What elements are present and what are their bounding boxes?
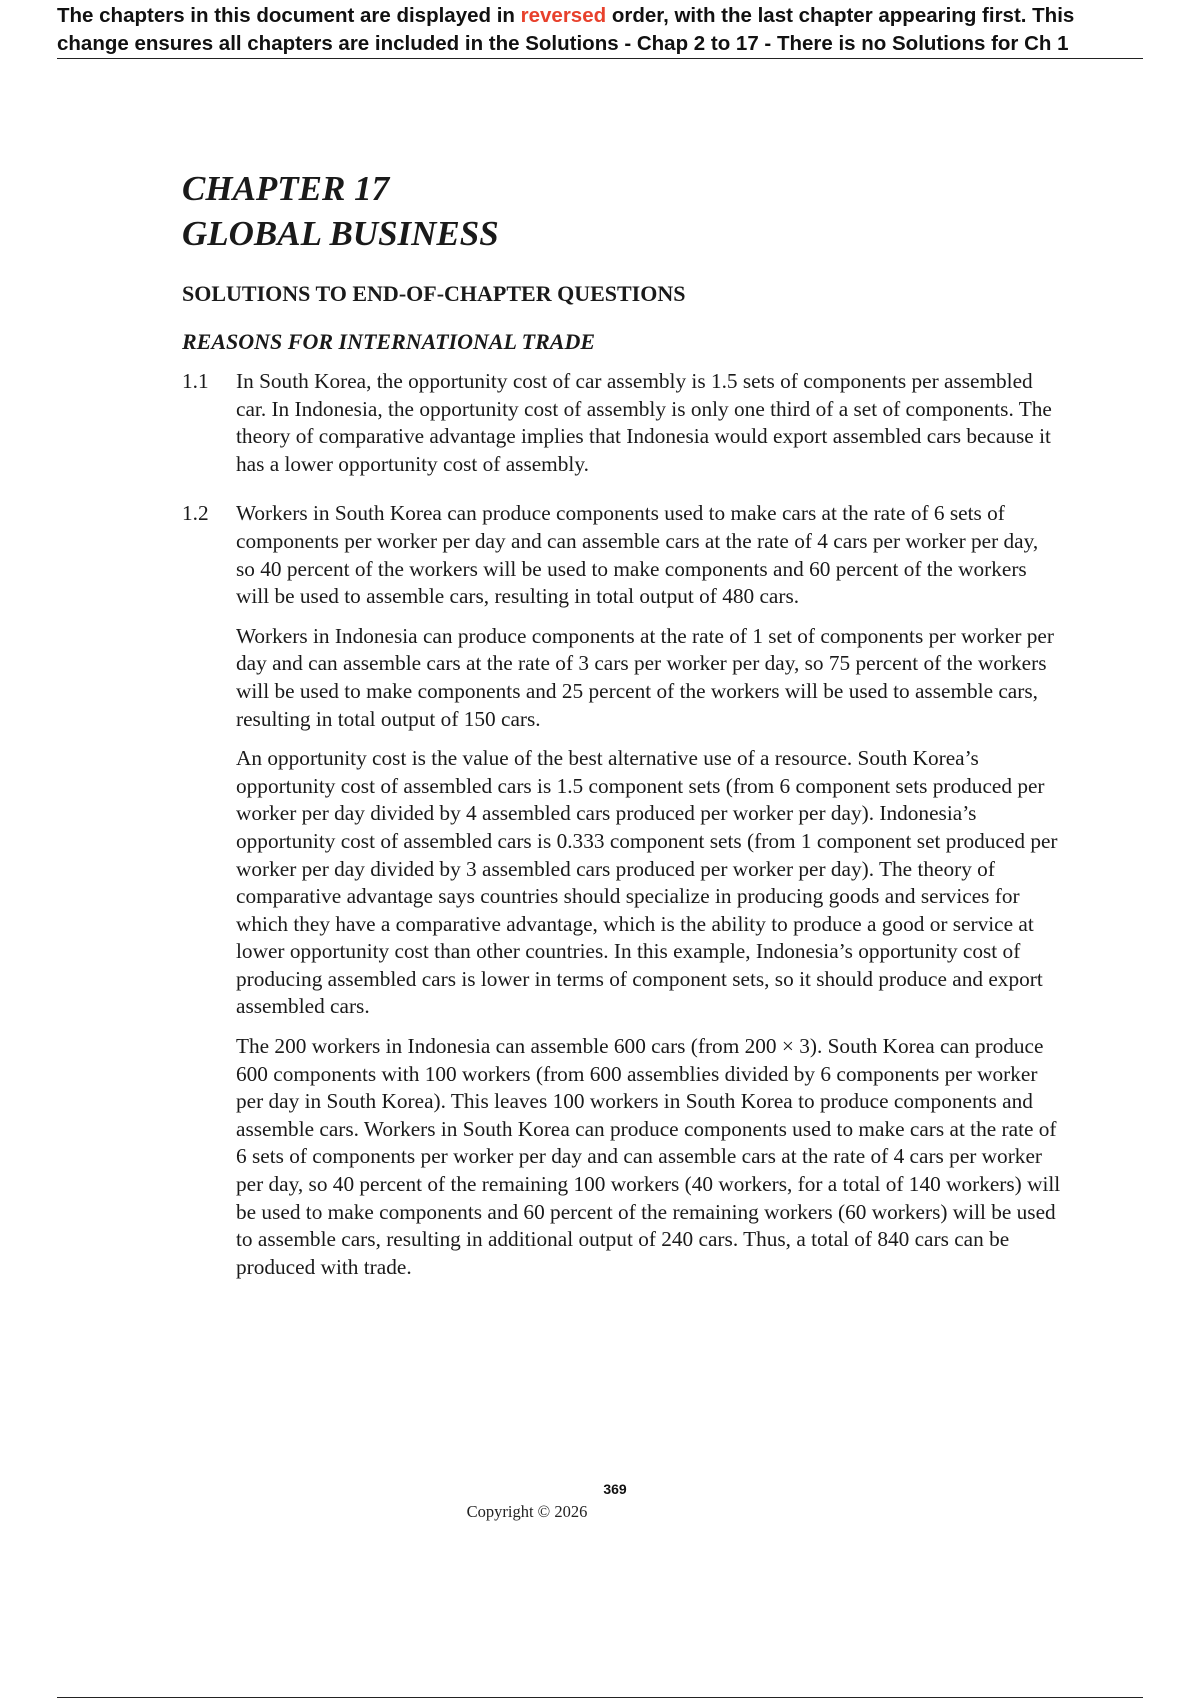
question-number: 1.1 bbox=[182, 369, 209, 393]
notice-line2: change ensures all chapters are included in the Solutions - Chap 2 to 17 - There is no Solutions for Ch 1 bbox=[57, 32, 1069, 55]
question-item bbox=[182, 368, 1062, 478]
copyright-notice: Copyright © 2026 bbox=[466, 1502, 588, 1521]
subsection-title: REASONS FOR INTERNATIONAL TRADE bbox=[182, 329, 596, 354]
footer-divider bbox=[57, 1697, 1143, 1698]
notice-divider bbox=[57, 58, 1143, 59]
notice-prefix: The chapters in this document are displayed in bbox=[57, 4, 521, 27]
reorder-notice bbox=[57, 2, 1157, 58]
notice-highlight: reversed bbox=[520, 4, 607, 27]
answer-paragraph: An opportunity cost is the value of the best alternative use of a resource. South Korea’s opportunity cost of assembled cars is 1.5 component sets (from 6 component sets produced per worker per day divided by 4 assembled cars produced per worker per day). Indonesia’s opportunity cost of assembled cars is 0.333 component sets (from 1 component set produced per worker per day divided by 3 assembled cars produced per worker per day). The theory of comparative advantage says countries should specialize in producing goods and services for which they have a comparative advantage, which is the ability to produce a good or service at lower opportunity cost than other countries. In this example, Indonesia’s opportunity cost of producing assembled cars is lower in terms of component sets, so it should produce and export assembled cars. bbox=[236, 746, 1058, 1019]
chapter-number: CHAPTER 17 bbox=[182, 169, 390, 208]
answer-paragraph: Workers in South Korea can produce components used to make cars at the rate of 6 sets of components per worker per day and can assemble cars at the rate of 4 cars per worker per day, so 40 percent of the workers will be used to make components and 60 percent of the workers will be used to assemble cars, resulting in total output of 480 cars. bbox=[236, 501, 1039, 609]
section-title: SOLUTIONS TO END-OF-CHAPTER QUESTIONS bbox=[182, 281, 686, 306]
question-number: 1.2 bbox=[182, 501, 209, 526]
notice-line1-suffix: order, with the last chapter appearing first. This bbox=[606, 4, 1075, 27]
page-number: 369 bbox=[603, 1481, 627, 1497]
answer-paragraph: The 200 workers in Indonesia can assemble 600 cars (from 200 × 3). South Korea can produce 600 components with 100 workers (from 600 assemblies divided by 6 components per worker per day in South Korea). This leaves 100 workers in South Korea to produce components and assemble cars. Workers in South Korea can produce components used to make cars at the rate of 6 sets of components per worker per day and can assemble cars at the rate of 4 cars per worker per day, so 40 percent of the remaining 100 workers (40 workers, for a total of 140 workers) will be used to make components and 60 percent of the remaining workers (60 workers) will be used to assemble cars, resulting in additional output of 240 cars. Thus, a total of 840 cars can be produced with trade. bbox=[236, 1034, 1061, 1279]
chapter-heading bbox=[182, 166, 1062, 256]
answer-paragraph: Workers in Indonesia can produce components at the rate of 1 set of components per worker per day and can assemble cars at the rate of 3 cars per worker per day, so 75 percent of the workers will be used to make components and 25 percent of the workers will be used to assemble cars, resulting in total output of 150 cars. bbox=[236, 623, 1054, 731]
document-page bbox=[182, 160, 1062, 1281]
chapter-title: GLOBAL BUSINESS bbox=[182, 214, 499, 253]
answer-paragraph: In South Korea, the opportunity cost of car assembly is 1.5 sets of components per assembled car. In Indonesia, the opportunity cost of assembly is only one third of a set of components. The theory of comparative advantage implies that Indonesia would export assembled cars because it has a lower opportunity cost of assembly. bbox=[236, 369, 1052, 476]
question-item bbox=[182, 500, 1062, 1281]
